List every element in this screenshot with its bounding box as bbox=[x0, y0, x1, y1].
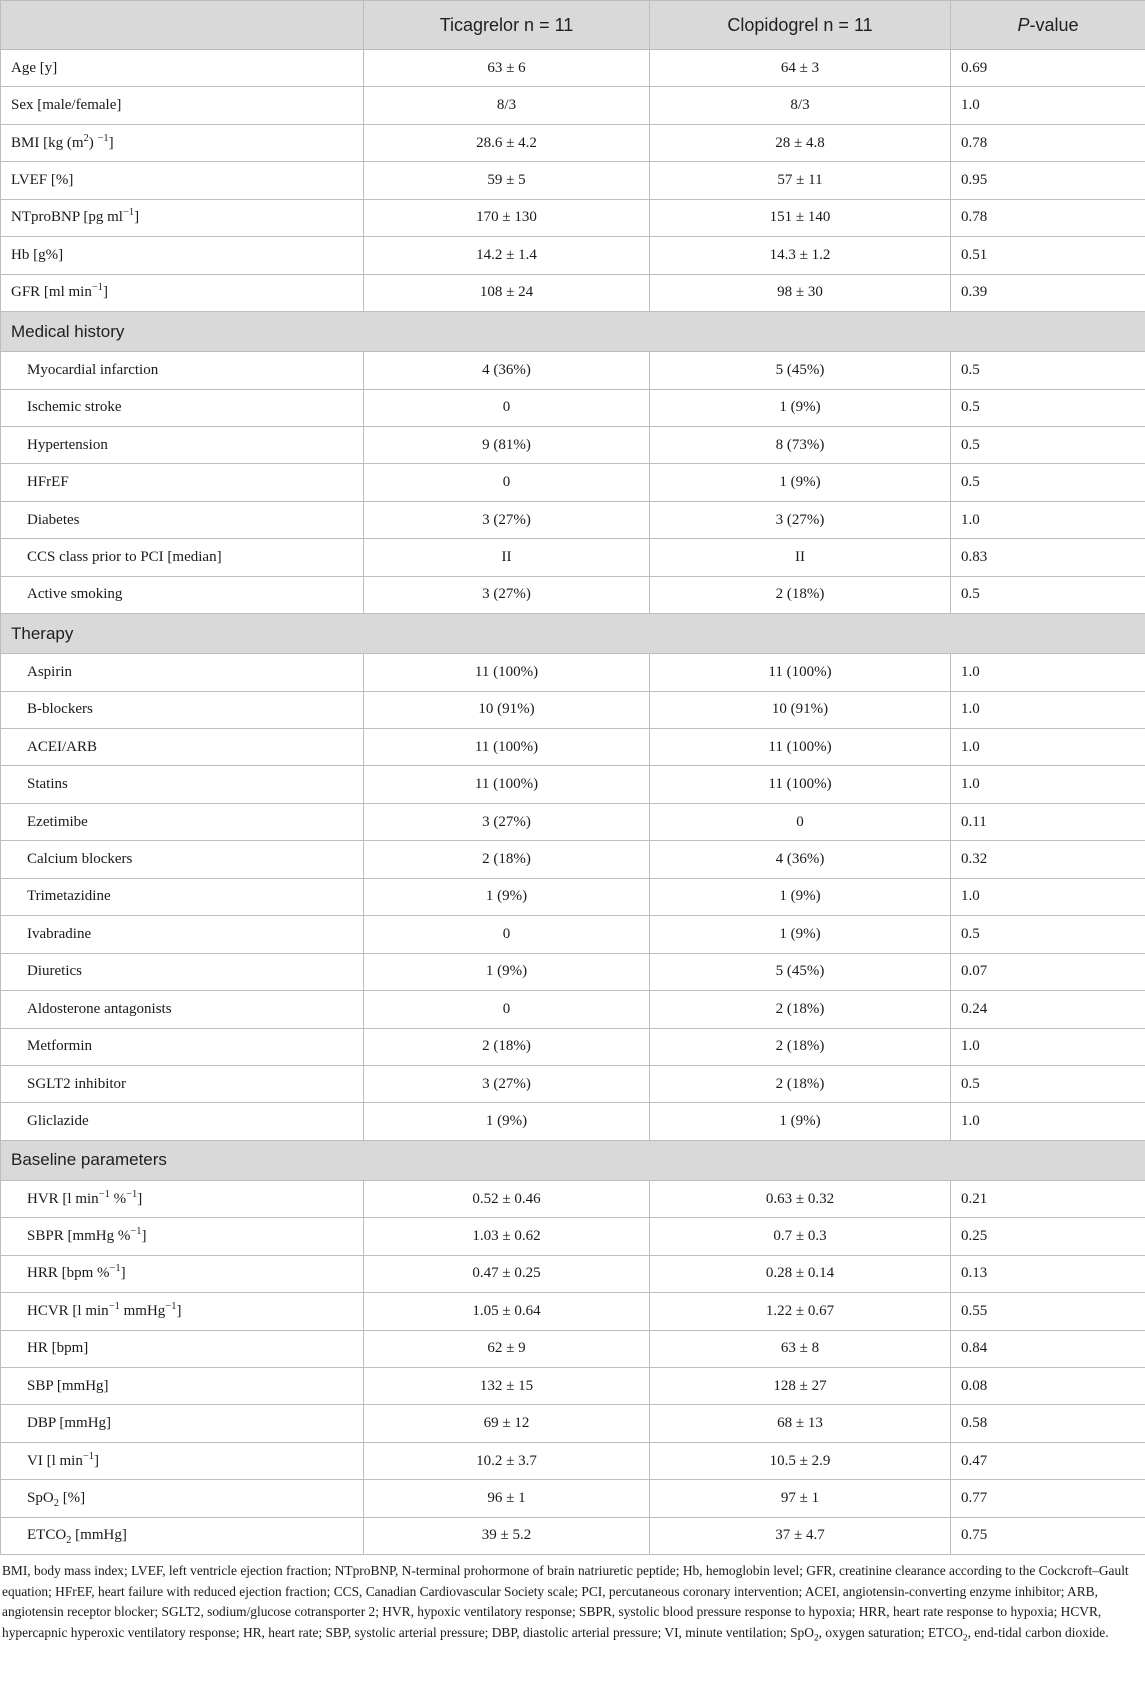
row-label bbox=[1, 274, 364, 311]
ticagrelor-value: 69 ± 12 bbox=[364, 1405, 650, 1442]
table-row bbox=[1, 1255, 1145, 1292]
row-label bbox=[1, 199, 364, 236]
row-label-part: ] bbox=[103, 284, 109, 301]
p-value: 0.5 bbox=[951, 389, 1145, 426]
row-label-part: −1 bbox=[122, 207, 135, 219]
row-label: Metformin bbox=[1, 1028, 364, 1065]
row-label-part: −1 bbox=[109, 1263, 121, 1275]
clopidogrel-value: 0.63 ± 0.32 bbox=[650, 1180, 951, 1217]
table-row bbox=[1, 87, 1145, 124]
clopidogrel-value: 10 (91%) bbox=[650, 691, 951, 728]
ticagrelor-value: 1 (9%) bbox=[364, 953, 650, 990]
ticagrelor-value: 1 (9%) bbox=[364, 878, 650, 915]
row-label-part: HCVR [l min bbox=[27, 1302, 109, 1319]
row-label: Gliclazide bbox=[1, 1103, 364, 1140]
row-label: Trimetazidine bbox=[1, 878, 364, 915]
p-value: 1.0 bbox=[951, 766, 1145, 803]
clopidogrel-value: 2 (18%) bbox=[650, 1065, 951, 1102]
clopidogrel-value: 1 (9%) bbox=[650, 878, 951, 915]
ticagrelor-value: 1.03 ± 0.62 bbox=[364, 1218, 650, 1255]
clopidogrel-value: 4 (36%) bbox=[650, 841, 951, 878]
row-label: Active smoking bbox=[1, 576, 364, 613]
table-row bbox=[1, 766, 1145, 803]
table-footnote bbox=[0, 1555, 1145, 1643]
header-p-value bbox=[951, 1, 1145, 50]
ticagrelor-value: 63 ± 6 bbox=[364, 50, 650, 87]
row-label: B-blockers bbox=[1, 691, 364, 728]
clopidogrel-value: 1 (9%) bbox=[650, 916, 951, 953]
ticagrelor-value: 3 (27%) bbox=[364, 1065, 650, 1102]
table-row bbox=[1, 1065, 1145, 1102]
table-row bbox=[1, 1517, 1145, 1554]
ticagrelor-value: 0 bbox=[364, 991, 650, 1028]
p-value: 0.51 bbox=[951, 237, 1145, 274]
ticagrelor-value: 0 bbox=[364, 389, 650, 426]
footnote-text-3: , end-tidal carbon dioxide. bbox=[967, 1624, 1109, 1640]
clopidogrel-value: 1.22 ± 0.67 bbox=[650, 1293, 951, 1330]
clopidogrel-value: 5 (45%) bbox=[650, 953, 951, 990]
p-value: 0.5 bbox=[951, 1065, 1145, 1102]
table-row bbox=[1, 576, 1145, 613]
ticagrelor-value: 8/3 bbox=[364, 87, 650, 124]
clopidogrel-value: 64 ± 3 bbox=[650, 50, 951, 87]
ticagrelor-value: 3 (27%) bbox=[364, 803, 650, 840]
ticagrelor-value: 3 (27%) bbox=[364, 576, 650, 613]
p-value: 0.5 bbox=[951, 576, 1145, 613]
row-label-part: ] bbox=[137, 1190, 143, 1207]
clopidogrel-value: 11 (100%) bbox=[650, 729, 951, 766]
p-value: 1.0 bbox=[951, 87, 1145, 124]
p-value: 0.77 bbox=[951, 1480, 1145, 1517]
row-label: CCS class prior to PCI [median] bbox=[1, 539, 364, 576]
p-value: 0.75 bbox=[951, 1517, 1145, 1554]
ticagrelor-value: 2 (18%) bbox=[364, 1028, 650, 1065]
row-label-part: −1 bbox=[91, 282, 104, 294]
row-label: Statins bbox=[1, 766, 364, 803]
ticagrelor-value: 3 (27%) bbox=[364, 501, 650, 538]
table-row bbox=[1, 389, 1145, 426]
p-value: 0.55 bbox=[951, 1293, 1145, 1330]
table-row bbox=[1, 1293, 1145, 1330]
ticagrelor-value: 11 (100%) bbox=[364, 729, 650, 766]
table-row bbox=[1, 501, 1145, 538]
section-title: Baseline parameters bbox=[1, 1140, 1145, 1180]
clopidogrel-value: 151 ± 140 bbox=[650, 199, 951, 236]
row-label: Diabetes bbox=[1, 501, 364, 538]
header-ticagrelor: Ticagrelor n = 11 bbox=[364, 1, 650, 50]
table-row bbox=[1, 1180, 1145, 1217]
row-label: Hypertension bbox=[1, 426, 364, 463]
row-label-part: −1 bbox=[98, 1188, 110, 1200]
table-row bbox=[1, 953, 1145, 990]
table-row bbox=[1, 654, 1145, 691]
ticagrelor-value: 9 (81%) bbox=[364, 426, 650, 463]
clopidogrel-value: 98 ± 30 bbox=[650, 274, 951, 311]
table-row bbox=[1, 352, 1145, 389]
row-label-part: GFR [ml min bbox=[11, 284, 92, 301]
p-value: 0.11 bbox=[951, 803, 1145, 840]
section-header-row bbox=[1, 1140, 1145, 1180]
p-value: 1.0 bbox=[951, 1103, 1145, 1140]
p-value: 1.0 bbox=[951, 729, 1145, 766]
clopidogrel-value: 97 ± 1 bbox=[650, 1480, 951, 1517]
p-value: 0.95 bbox=[951, 162, 1145, 199]
clopidogrel-value: 2 (18%) bbox=[650, 991, 951, 1028]
p-value: 0.32 bbox=[951, 841, 1145, 878]
row-label-part: ] bbox=[141, 1227, 147, 1244]
row-label-part: SBPR [mmHg % bbox=[27, 1227, 131, 1244]
row-label bbox=[1, 1180, 364, 1217]
p-value: 0.21 bbox=[951, 1180, 1145, 1217]
table-row bbox=[1, 916, 1145, 953]
row-label-part: 2 bbox=[53, 1498, 59, 1510]
row-label-part: −1 bbox=[82, 1450, 94, 1462]
row-label: ACEI/ARB bbox=[1, 729, 364, 766]
p-value: 0.78 bbox=[951, 199, 1145, 236]
row-label: Myocardial infarction bbox=[1, 352, 364, 389]
section-title: Therapy bbox=[1, 614, 1145, 654]
table-row bbox=[1, 124, 1145, 161]
clopidogrel-value: 11 (100%) bbox=[650, 654, 951, 691]
row-label-part: [mmHg] bbox=[71, 1527, 127, 1544]
clopidogrel-value: 5 (45%) bbox=[650, 352, 951, 389]
ticagrelor-value: 96 ± 1 bbox=[364, 1480, 650, 1517]
section-header-row bbox=[1, 312, 1145, 352]
row-label bbox=[1, 1480, 364, 1517]
row-label bbox=[1, 124, 364, 161]
table-row bbox=[1, 1442, 1145, 1479]
table-row bbox=[1, 729, 1145, 766]
p-value: 0.58 bbox=[951, 1405, 1145, 1442]
table-row bbox=[1, 878, 1145, 915]
row-label-part: VI [l min bbox=[27, 1452, 83, 1469]
ticagrelor-value: 170 ± 130 bbox=[364, 199, 650, 236]
table-row bbox=[1, 162, 1145, 199]
row-label-part: −1 bbox=[97, 132, 109, 144]
table-row bbox=[1, 1368, 1145, 1405]
row-label bbox=[1, 1293, 364, 1330]
row-label-part: ] bbox=[94, 1452, 99, 1469]
clopidogrel-value: 11 (100%) bbox=[650, 766, 951, 803]
p-value: 0.78 bbox=[951, 124, 1145, 161]
clopidogrel-value: 3 (27%) bbox=[650, 501, 951, 538]
table-row bbox=[1, 803, 1145, 840]
table-row bbox=[1, 1103, 1145, 1140]
p-value: 1.0 bbox=[951, 501, 1145, 538]
row-label: Aldosterone antagonists bbox=[1, 991, 364, 1028]
row-label-part: ] bbox=[176, 1302, 182, 1319]
row-label-part: ) bbox=[88, 134, 98, 151]
table-row bbox=[1, 691, 1145, 728]
row-label-part: ] bbox=[108, 134, 114, 151]
row-label: Age [y] bbox=[1, 50, 364, 87]
footnote-text-1: BMI, body mass index; LVEF, left ventricle ejection fraction; NTproBNP, N-terminal prohormone of brain natriuretic peptide; Hb, hemoglobin level; GFR, creatinine clearance according to the Cockcroft–Gault equation; HFrEF, heart failure with reduced ejection fraction; CCS, Canadian Cardiovascular Society scale; PCI, percutaneous coronary intervention; ACEI, angiotensin-converting enzyme inhibitor; ARB, angiotensin receptor blocker; SGLT2, sodium/glucose cotransporter 2; HVR, hypoxic ventilatory response; SBPR, systolic blood pressure response to hypoxia; HRR, heart rate response to hypoxia; HCVR, hypercapnic hyperoxic ventilatory response; HR, heart rate; SBP, systolic arterial pressure; DBP, diastolic arterial pressure; VI, minute ventilation; SpO bbox=[2, 1563, 1129, 1640]
ticagrelor-value: 1 (9%) bbox=[364, 1103, 650, 1140]
row-label: SGLT2 inhibitor bbox=[1, 1065, 364, 1102]
clopidogrel-value: 1 (9%) bbox=[650, 1103, 951, 1140]
p-value: 0.07 bbox=[951, 953, 1145, 990]
ticagrelor-value: 108 ± 24 bbox=[364, 274, 650, 311]
table-row bbox=[1, 1028, 1145, 1065]
row-label-part: BMI [kg (m bbox=[11, 134, 84, 151]
row-label-part: ] bbox=[134, 209, 140, 226]
row-label-part: −1 bbox=[126, 1188, 138, 1200]
ticagrelor-value: 132 ± 15 bbox=[364, 1368, 650, 1405]
clopidogrel-value: II bbox=[650, 539, 951, 576]
p-value: 1.0 bbox=[951, 654, 1145, 691]
clopidogrel-value: 57 ± 11 bbox=[650, 162, 951, 199]
p-value: 0.08 bbox=[951, 1368, 1145, 1405]
table-row bbox=[1, 991, 1145, 1028]
table-row bbox=[1, 1218, 1145, 1255]
row-label-part: ETCO bbox=[27, 1527, 67, 1544]
p-value: 0.5 bbox=[951, 916, 1145, 953]
ticagrelor-value: 0 bbox=[364, 464, 650, 501]
row-label: HFrEF bbox=[1, 464, 364, 501]
row-label: HR [bpm] bbox=[1, 1330, 364, 1367]
p-value: 1.0 bbox=[951, 1028, 1145, 1065]
ticagrelor-value: 1.05 ± 0.64 bbox=[364, 1293, 650, 1330]
ticagrelor-value: 0 bbox=[364, 916, 650, 953]
clopidogrel-value: 2 (18%) bbox=[650, 1028, 951, 1065]
row-label bbox=[1, 1517, 364, 1554]
clopidogrel-value: 1 (9%) bbox=[650, 464, 951, 501]
p-value: 0.5 bbox=[951, 464, 1145, 501]
table-row bbox=[1, 426, 1145, 463]
row-label-part: −1 bbox=[130, 1225, 142, 1237]
ticagrelor-value: 59 ± 5 bbox=[364, 162, 650, 199]
table-row bbox=[1, 1330, 1145, 1367]
ticagrelor-value: 14.2 ± 1.4 bbox=[364, 237, 650, 274]
section-header-row bbox=[1, 614, 1145, 654]
row-label: SBP [mmHg] bbox=[1, 1368, 364, 1405]
clopidogrel-value: 28 ± 4.8 bbox=[650, 124, 951, 161]
row-label: LVEF [%] bbox=[1, 162, 364, 199]
row-label bbox=[1, 1255, 364, 1292]
row-label bbox=[1, 1218, 364, 1255]
table-row bbox=[1, 274, 1145, 311]
table-row bbox=[1, 199, 1145, 236]
clopidogrel-value: 68 ± 13 bbox=[650, 1405, 951, 1442]
footnote-sub-2: 2 bbox=[962, 1633, 968, 1644]
row-label-part: mmHg bbox=[119, 1302, 166, 1319]
row-label: Ischemic stroke bbox=[1, 389, 364, 426]
ticagrelor-value: 4 (36%) bbox=[364, 352, 650, 389]
header-p-italic: P bbox=[1017, 14, 1030, 35]
row-label-part: ] bbox=[120, 1265, 126, 1282]
row-label: Hb [g%] bbox=[1, 237, 364, 274]
ticagrelor-value: 39 ± 5.2 bbox=[364, 1517, 650, 1554]
p-value: 1.0 bbox=[951, 691, 1145, 728]
table-row bbox=[1, 539, 1145, 576]
table-row bbox=[1, 50, 1145, 87]
ticagrelor-value: 10.2 ± 3.7 bbox=[364, 1442, 650, 1479]
ticagrelor-value: 28.6 ± 4.2 bbox=[364, 124, 650, 161]
row-label: Sex [male/female] bbox=[1, 87, 364, 124]
row-label: Ezetimibe bbox=[1, 803, 364, 840]
table-row bbox=[1, 1405, 1145, 1442]
clopidogrel-value: 0 bbox=[650, 803, 951, 840]
row-label-part: 2 bbox=[66, 1535, 72, 1547]
table-row bbox=[1, 1480, 1145, 1517]
table-row bbox=[1, 464, 1145, 501]
row-label-part: −1 bbox=[108, 1300, 120, 1312]
ticagrelor-value: 62 ± 9 bbox=[364, 1330, 650, 1367]
table-row bbox=[1, 237, 1145, 274]
row-label-part: HVR [l min bbox=[27, 1190, 99, 1207]
ticagrelor-value: 0.52 ± 0.46 bbox=[364, 1180, 650, 1217]
p-value: 0.84 bbox=[951, 1330, 1145, 1367]
row-label: Aspirin bbox=[1, 654, 364, 691]
table-row bbox=[1, 841, 1145, 878]
clopidogrel-value: 128 ± 27 bbox=[650, 1368, 951, 1405]
table-header-row bbox=[1, 1, 1145, 50]
p-value: 0.24 bbox=[951, 991, 1145, 1028]
clopidogrel-value: 37 ± 4.7 bbox=[650, 1517, 951, 1554]
ticagrelor-value: 11 (100%) bbox=[364, 654, 650, 691]
p-value: 0.39 bbox=[951, 274, 1145, 311]
p-value: 0.5 bbox=[951, 352, 1145, 389]
row-label: Calcium blockers bbox=[1, 841, 364, 878]
ticagrelor-value: 2 (18%) bbox=[364, 841, 650, 878]
clopidogrel-value: 1 (9%) bbox=[650, 389, 951, 426]
clopidogrel-value: 8 (73%) bbox=[650, 426, 951, 463]
row-label-part: NTproBNP [pg ml bbox=[11, 209, 123, 226]
ticagrelor-value: 0.47 ± 0.25 bbox=[364, 1255, 650, 1292]
table-body bbox=[1, 50, 1145, 1555]
row-label-part: −1 bbox=[165, 1300, 177, 1312]
clopidogrel-value: 14.3 ± 1.2 bbox=[650, 237, 951, 274]
clopidogrel-value: 2 (18%) bbox=[650, 576, 951, 613]
row-label-part: SpO bbox=[27, 1490, 54, 1507]
clopidogrel-value: 0.28 ± 0.14 bbox=[650, 1255, 951, 1292]
clopidogrel-value: 0.7 ± 0.3 bbox=[650, 1218, 951, 1255]
row-label bbox=[1, 1442, 364, 1479]
ticagrelor-value: 11 (100%) bbox=[364, 766, 650, 803]
row-label-part: 2 bbox=[83, 132, 89, 144]
row-label-part: % bbox=[109, 1190, 127, 1207]
p-value: 0.83 bbox=[951, 539, 1145, 576]
row-label: Ivabradine bbox=[1, 916, 364, 953]
p-value: 0.5 bbox=[951, 426, 1145, 463]
row-label-part: HRR [bpm % bbox=[27, 1265, 110, 1282]
header-blank-cell bbox=[1, 1, 364, 50]
p-value: 0.47 bbox=[951, 1442, 1145, 1479]
clopidogrel-value: 63 ± 8 bbox=[650, 1330, 951, 1367]
section-title: Medical history bbox=[1, 312, 1145, 352]
row-label: Diuretics bbox=[1, 953, 364, 990]
p-value: 0.13 bbox=[951, 1255, 1145, 1292]
header-p-rest: -value bbox=[1029, 14, 1079, 35]
row-label-part: [%] bbox=[58, 1490, 86, 1507]
p-value: 1.0 bbox=[951, 878, 1145, 915]
p-value: 0.69 bbox=[951, 50, 1145, 87]
ticagrelor-value: 10 (91%) bbox=[364, 691, 650, 728]
p-value: 0.25 bbox=[951, 1218, 1145, 1255]
clopidogrel-value: 10.5 ± 2.9 bbox=[650, 1442, 951, 1479]
footnote-text-2: , oxygen saturation; ETCO bbox=[818, 1624, 963, 1640]
footnote-sub-1: 2 bbox=[813, 1633, 819, 1644]
row-label: DBP [mmHg] bbox=[1, 1405, 364, 1442]
ticagrelor-value: II bbox=[364, 539, 650, 576]
header-clopidogrel: Clopidogrel n = 11 bbox=[650, 1, 951, 50]
clopidogrel-value: 8/3 bbox=[650, 87, 951, 124]
